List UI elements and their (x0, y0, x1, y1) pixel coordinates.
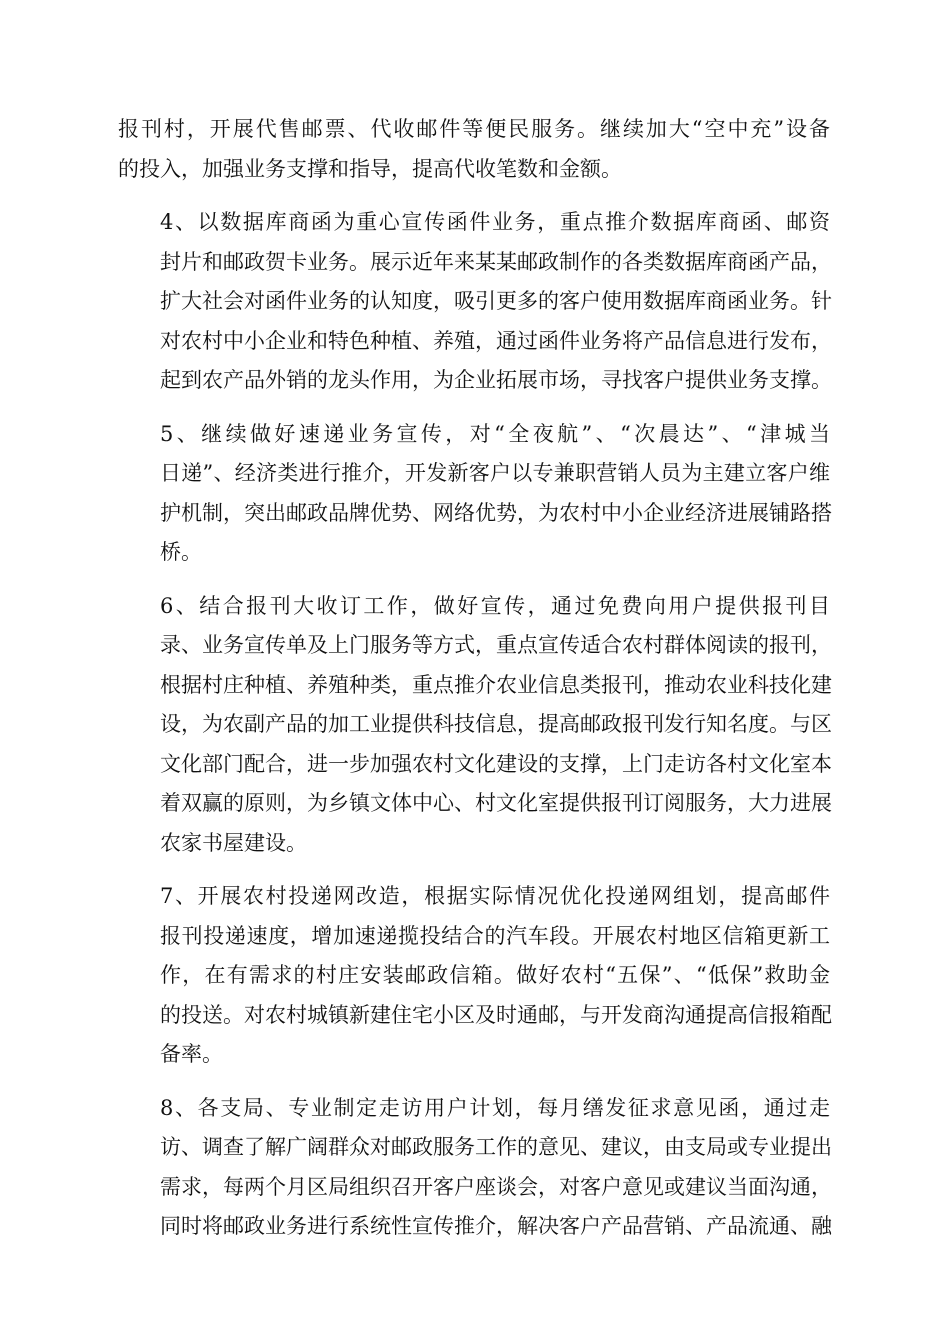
text-line: 农家书屋建设。 (160, 830, 307, 855)
text-line: 5、继续做好速递业务宣传，对“全夜航”、“次晨达”、“津城当 (160, 421, 830, 446)
text-line: 访、调查了解广阔群众对邮政服务工作的意见、建议，由支局或专业提出 (160, 1135, 832, 1159)
text-line: 的投入，加强业务支撑和指导，提高代收笔数和金额。 (118, 156, 622, 181)
text-line: 需求，每两个月区局组织召开客户座谈会，对客户意见或建议当面沟通， (160, 1174, 832, 1199)
text-line: 报刊村，开展代售邮票、代收邮件等便民服务。继续加大“空中充”设备 (118, 117, 830, 141)
text-line: 文化部门配合，进一步加强农村文化建设的支撑，上门走访各村文化室本 (160, 751, 832, 776)
paragraph-item-5 (118, 415, 830, 573)
paragraph-item-6 (118, 587, 830, 864)
text-line: 录、业务宣传单及上门服务等方式，重点宣传适合农村群体阅读的报刊， (160, 633, 832, 657)
text-line: 起到农产品外销的龙头作用，为企业拓展市场，寻找客户提供业务支撑。 (160, 368, 832, 392)
paragraph-continued (118, 110, 830, 189)
paragraph-item-4 (118, 203, 830, 401)
text-line: 护机制，突出邮政品牌优势、网络优势，为农村中小企业经济进展铺路搭 (160, 500, 832, 525)
text-line: 作，在有需求的村庄安装邮政信箱。做好农村“五保”、“低保”救助金 (160, 963, 830, 987)
text-line: 4、以数据库商函为重心宣传函件业务，重点推介数据库商函、邮资 (160, 210, 830, 234)
text-line: 同时将邮政业务进行系统性宣传推介，解决客户产品营销、产品流通、融 (160, 1214, 832, 1238)
paragraph-item-8 (118, 1089, 830, 1247)
document-body (118, 110, 830, 1261)
paragraph-item-7 (118, 877, 830, 1075)
text-line: 7、开展农村投递网改造，根据实际情况优化投递网组划，提高邮件 (160, 884, 830, 908)
text-line: 根据村庄种植、养殖种类，重点推介农业信息类报刊，推动农业科技化建 (160, 672, 832, 697)
text-line: 封片和邮政贺卡业务。展示近年来某某邮政制作的各类数据库商函产品， (160, 249, 832, 274)
text-line: 备率。 (160, 1042, 223, 1066)
text-line: 扩大社会对函件业务的认知度，吸引更多的客户使用数据库商函业务。针 (160, 289, 832, 313)
text-line: 日递”、经济类进行推介，开发新客户以专兼职营销人员为主建立客户维 (160, 461, 830, 485)
text-line: 8、各支局、专业制定走访用户计划，每月缮发征求意见函，通过走 (160, 1095, 830, 1120)
text-line: 设，为农副产品的加工业提供科技信息，提高邮政报刊发行知名度。与区 (160, 712, 832, 736)
text-line: 6、结合报刊大收订工作，做好宣传，通过免费向用户提供报刊目 (160, 593, 830, 618)
text-line: 对农村中小企业和特色种植、养殖，通过函件业务将产品信息进行发布， (160, 328, 832, 353)
text-line: 的投送。对农村城镇新建住宅小区及时通邮，与开发商沟通提高信报箱配 (160, 1002, 832, 1027)
text-line: 桥。 (160, 540, 202, 564)
text-line: 报刊投递速度，增加速递揽投结合的汽车段。开展农村地区信箱更新工 (160, 923, 830, 948)
text-line: 着双赢的原则，为乡镇文体中心、村文化室提供报刊订阅服务，大力进展 (160, 791, 832, 815)
